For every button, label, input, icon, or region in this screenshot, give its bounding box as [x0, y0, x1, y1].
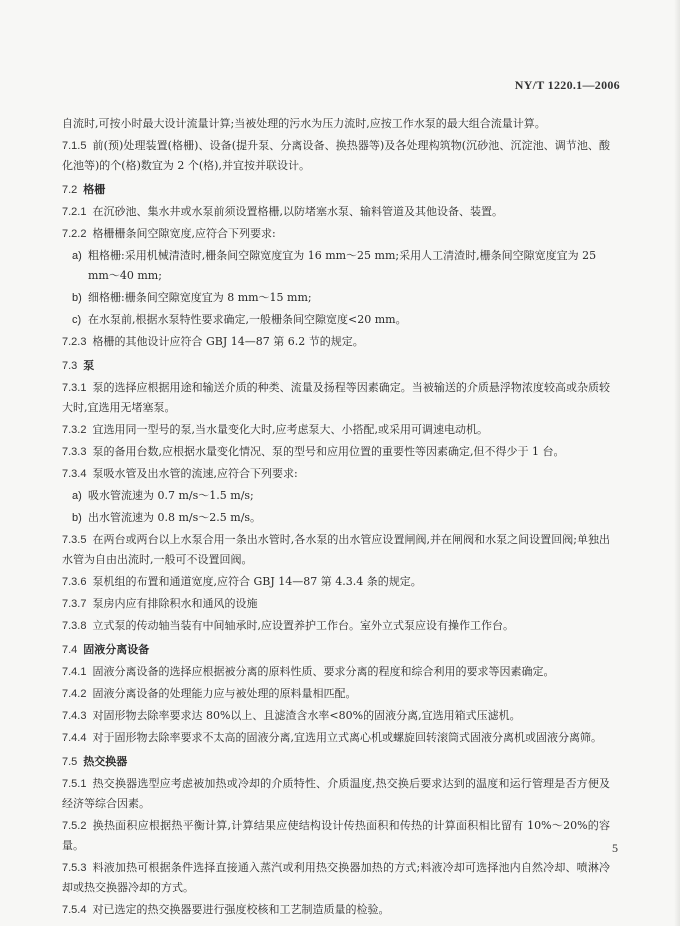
clause-paragraph — [62, 442, 610, 462]
list-item-text: 粗格栅:采用机械清渣时,栅条间空隙宽度宜为 16 mm～25 mm;采用人工清渣时,栅条间空隙宽度宜为 25 mm～40 mm; — [88, 249, 597, 282]
clause-text: 热交换器选型应考虑被加热或冷却的介质特性、介质温度,热交换后要求达到的温度和运行管理是否方便及经济等综合因素。 — [62, 777, 610, 810]
clause-paragraph — [62, 816, 610, 856]
clause-number: 7.4.1 — [62, 666, 87, 678]
clause-text: 泵的备用台数,应根据水量变化情况、泵的型号和应用位置的重要性等因素确定,但不得少于 1 台。 — [92, 445, 565, 458]
clause-paragraph — [62, 378, 610, 418]
clause-paragraph — [62, 530, 610, 570]
clause-text: 料液加热可根据条件选择直接通入蒸汽或利用热交换器加热的方式;料液冷却可选择池内自然冷却、喷淋冷却或热交换器冷却的方式。 — [62, 861, 610, 894]
clause-paragraph — [62, 332, 610, 352]
list-item-text: 出水管流速为 0.8 m/s～2.5 m/s。 — [88, 511, 262, 524]
list-item — [62, 246, 610, 286]
clause-text: 对固形物去除率要求达 80%以上、且滤渣含水率<80%的固液分离,宜选用箱式压滤机。 — [92, 709, 521, 722]
clause-number: 7.3.5 — [62, 534, 87, 546]
list-item — [62, 310, 610, 330]
clause-text: 在沉砂池、集水井或水泵前须设置格栅,以防堵塞水泵、输料管道及其他设备、装置。 — [92, 205, 503, 218]
clause-text: 换热面积应根据热平衡计算,计算结果应使结构设计传热面积和传热的计算面积相比留有 10%～20%的容量。 — [62, 819, 610, 852]
clause-paragraph — [62, 420, 610, 440]
clause-number: 7.3.8 — [62, 620, 87, 632]
clause-number: 7.4.4 — [62, 732, 87, 744]
clause-paragraph — [62, 572, 610, 592]
list-item — [62, 288, 610, 308]
clause-number: 7.5.1 — [62, 778, 87, 790]
clause-text: 宜选用同一型号的泵,当水量变化大时,应考虑泵大、小搭配,或采用可调速电动机。 — [92, 423, 488, 436]
clause-number: 7.4.2 — [62, 688, 87, 700]
clause-text: 格栅的其他设计应符合 GBJ 14—87 第 6.2 节的规定。 — [92, 335, 364, 348]
clause-number: 7.5.4 — [62, 904, 87, 916]
clause-text: 泵房内应有排除积水和通风的设施 — [92, 597, 258, 610]
clause-number: 7.3.2 — [62, 424, 87, 436]
clause-number: 7.2.2 — [62, 228, 87, 240]
clause-paragraph — [62, 464, 610, 484]
list-item — [62, 486, 610, 506]
list-marker: b) — [72, 512, 82, 524]
clause-paragraph — [62, 900, 610, 920]
clause-text: 对于固形物去除率要求不太高的固液分离,宜选用立式离心机或螺旋回转滚筒式固液分离机或固液分离筛。 — [92, 731, 602, 744]
page-number: 5 — [612, 841, 618, 855]
section-number: 7.4 — [62, 644, 78, 656]
clause-number: 7.3.1 — [62, 382, 87, 394]
clause-text: 泵机组的布置和通道宽度,应符合 GBJ 14—87 第 4.3.4 条的规定。 — [92, 575, 422, 588]
section-title: 格栅 — [83, 183, 106, 196]
list-item-text: 细格栅:栅条间空隙宽度宜为 8 mm～15 mm; — [88, 291, 312, 304]
clause-number: 7.1.5 — [62, 140, 87, 152]
clause-text: 泵的选择应根据用途和输送介质的种类、流量及扬程等因素确定。当被输送的介质悬浮物浓度较高或杂质较大时,宜选用无堵塞泵。 — [62, 381, 610, 414]
clause-text: 在两台或两台以上水泵合用一条出水管时,各水泵的出水管应设置闸阀,并在闸阀和水泵之间设置回阀;单独出水管为自由出流时,一般可不设置回阀。 — [62, 533, 610, 566]
clause-text: 对已选定的热交换器要进行强度校核和工艺制造质量的检验。 — [92, 903, 390, 916]
clause-number: 7.3.4 — [62, 468, 87, 480]
clause-number: 7.3.3 — [62, 446, 87, 458]
section-title: 泵 — [83, 359, 95, 372]
clause-paragraph — [62, 684, 610, 704]
clause-paragraph — [62, 662, 610, 682]
section-title: 热交换器 — [83, 755, 128, 768]
section-heading — [62, 356, 610, 376]
clause-text: 立式泵的传动轴当装有中间轴承时,应设置养护工作台。室外立式泵应设有操作工作台。 — [92, 619, 514, 632]
section-number: 7.3 — [62, 360, 78, 372]
clause-text: 固液分离设备的处理能力应与被处理的原料量相匹配。 — [92, 687, 357, 700]
list-item-text: 在水泵前,根据水泵特性要求确定,一般栅条间空隙宽度<20 mm。 — [88, 313, 407, 326]
section-number: 7.5 — [62, 756, 78, 768]
clause-number: 7.5.3 — [62, 862, 87, 874]
section-heading — [62, 752, 610, 772]
clause-text: 自流时,可按小时最大设计流量计算;当被处理的污水为压力流时,应按工作水泵的最大组合流量计算。 — [62, 117, 546, 130]
clause-paragraph — [62, 858, 610, 898]
clause-paragraph — [62, 202, 610, 222]
clause-number: 7.4.3 — [62, 710, 87, 722]
clause-text: 泵吸水管及出水管的流速,应符合下列要求: — [92, 467, 298, 480]
list-item — [62, 508, 610, 528]
list-marker: b) — [72, 292, 82, 304]
standard-code-header: NY/T 1220.1—2006 — [514, 78, 620, 92]
scan-edge-shadow — [674, 0, 680, 926]
clause-paragraph — [62, 136, 610, 176]
clause-paragraph — [62, 594, 610, 614]
list-marker: c) — [72, 314, 82, 326]
list-marker: a) — [72, 490, 82, 502]
clause-paragraph — [62, 616, 610, 636]
clause-number: 7.2.1 — [62, 206, 87, 218]
clause-paragraph — [62, 706, 610, 726]
list-item-text: 吸水管流速为 0.7 m/s～1.5 m/s; — [88, 489, 254, 502]
clause-text: 固液分离设备的选择应根据被分离的原料性质、要求分离的程度和综合利用的要求等因素确定。 — [92, 665, 555, 678]
section-title: 固液分离设备 — [83, 643, 150, 656]
clause-paragraph — [62, 114, 610, 134]
section-number: 7.2 — [62, 184, 78, 196]
section-heading — [62, 640, 610, 660]
page-body — [62, 114, 610, 922]
clause-paragraph — [62, 728, 610, 748]
clause-paragraph — [62, 224, 610, 244]
clause-text: 格栅栅条间空隙宽度,应符合下列要求: — [92, 227, 276, 240]
list-marker: a) — [72, 250, 82, 262]
clause-text: 前(预)处理装置(格栅)、设备(提升泵、分离设备、换热器等)及各处理构筑物(沉砂池、沉淀池、调节池、酸化池等)的个(格)数宜为 2 个(格),并宜按并联设计。 — [62, 139, 610, 172]
clause-number: 7.3.6 — [62, 576, 87, 588]
clause-number: 7.2.3 — [62, 336, 87, 348]
section-heading — [62, 180, 610, 200]
clause-paragraph — [62, 774, 610, 814]
clause-number: 7.5.2 — [62, 820, 87, 832]
clause-number: 7.3.7 — [62, 598, 87, 610]
